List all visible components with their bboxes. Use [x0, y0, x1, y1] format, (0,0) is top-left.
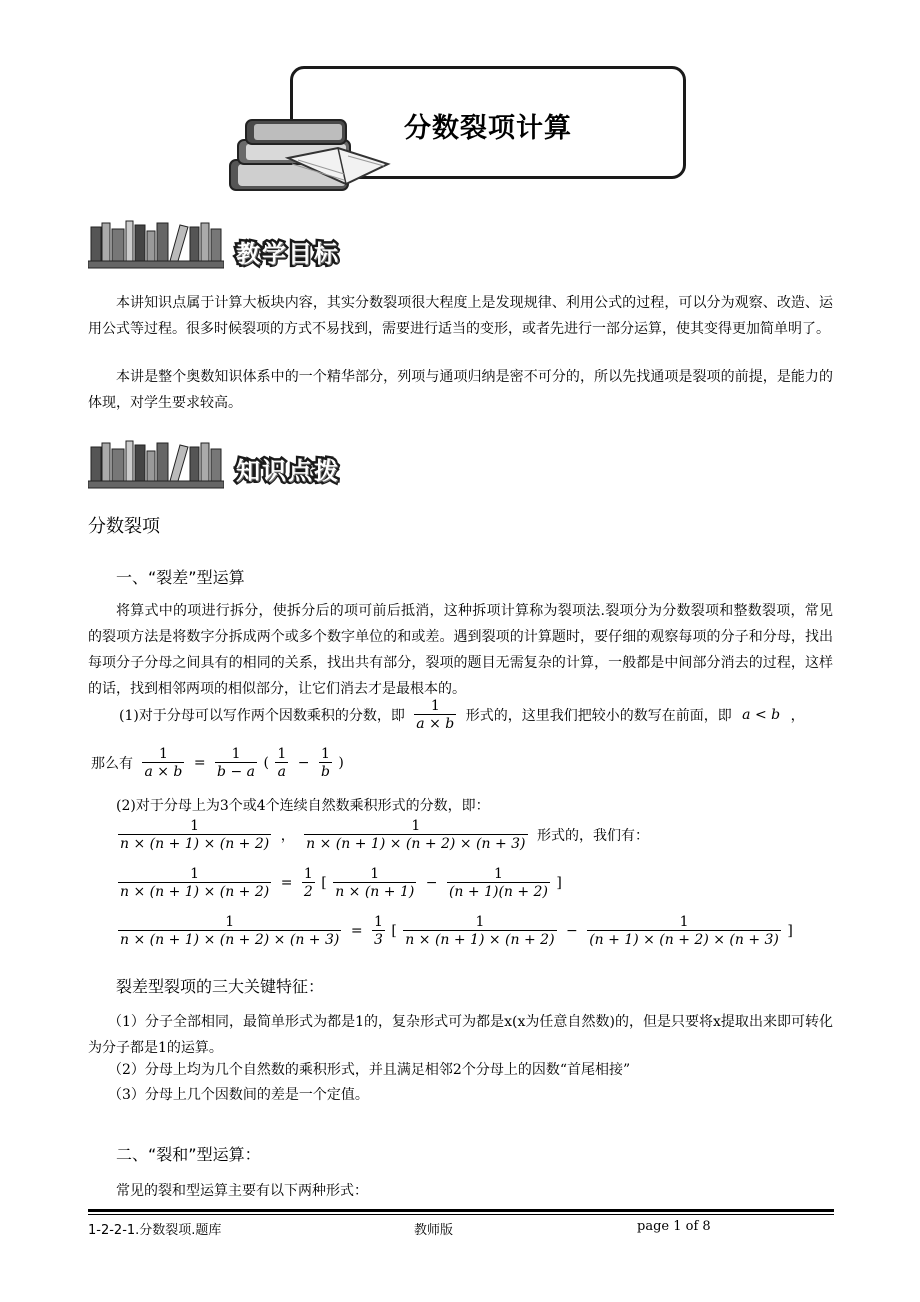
sum-paragraph: 常见的裂和型运算主要有以下两种形式： — [116, 1183, 368, 1199]
difference-paragraph: 将算式中的项进行拆分，使拆分后的项可前后抵消，这种拆项计算称为裂项法.裂项分为分数裂项和整数裂项，常见的裂项方法是将数字分拆成两个或多个数字单位的和或差。遇到裂项的计算题时，要仔细的观察每项的分子和分母，找出每项分子分母之间具有的相同的关系，找出共有部分，裂项的题目无需复杂的计算，一般都是中间部分消去的过程，这样的话，找到相邻两项的相似部分，让它们消去才是最根本的。 — [88, 603, 833, 697]
features-title: 裂差型裂项的三大关键特征： — [116, 977, 325, 996]
feature-1: （1）分子全部相同，最简单形式为都是1的，复杂形式可为都是x(x为任意自然数)的，但是只要将x提取出来即可转化为分子都是1的运算。 — [88, 1014, 833, 1056]
formula-four-factor: $\frac{1}{n \times (n + 1) \times (n + 2) \times (n + 3)}$ = $\frac{1}{3}$ [ $\frac{1}{n \times (n + 1) \times (n + 2)}$ − $\frac{1}{(n + 1) \times (n + 2) \times (n + 3)}$ ] — [120, 914, 793, 948]
footer-doc-id: 1-2-2-1.分数裂项.题库 — [88, 1223, 222, 1238]
goal-paragraph-2: 本讲是整个奥数知识体系中的一个精华部分，列项与通项归纳是密不可分的，所以先找通项是裂项的前提，是能力的体现，对学生要求较高。 — [88, 369, 833, 411]
bookshelf-icon — [88, 437, 224, 489]
item-2-line: (2)对于分母上为3个或4个连续自然数乘积形式的分数，即： — [116, 798, 490, 814]
footer-page-number: page 1 of 8 — [637, 1219, 711, 1234]
footer-edition: 教师版 — [414, 1223, 454, 1238]
item-1-line: (1)对于分母可以写作两个因数乘积的分数，即 $\frac{1}{a \times b}$ 形式的，这里我们把较小的数写在前面，即 a < b ， — [119, 698, 805, 732]
feature-2: （2）分母上均为几个自然数的乘积形式，并且满足相邻2个分母上的因数“首尾相接” — [108, 1062, 631, 1078]
subheading-difference: 一、“裂差”型运算 — [116, 568, 245, 587]
fraction-1-over-axb: $\frac{1}{a \times b}$ — [416, 698, 455, 732]
bookshelf-icon — [88, 217, 224, 269]
formula-denominators: $\frac{1}{n \times (n + 1) \times (n + 2)}$ ， $\frac{1}{n \times (n + 1) \times (n + 2) \times (n + 3)}$ 形式的，我们有： — [120, 818, 649, 852]
formula-two-factor: 那么有 $\frac{1}{a \times b}$ = $\frac{1}{b - a}$ ( $\frac{1}{a}$ − $\frac{1}{b}$ ) — [91, 746, 344, 780]
section-title-goals: 教学目标 — [236, 240, 340, 268]
goal-paragraph-1: 本讲知识点属于计算大板块内容，其实分数裂项很大程度上是发现规律、利用公式的过程，可以分为观察、改造、运用公式等过程。很多时候裂项的方式不易找到，需要进行适当的变形，或者先进行一部分运算，使其变得更加简单明了。 — [88, 295, 833, 337]
formula-three-factor: $\frac{1}{n \times (n + 1) \times (n + 2)}$ = $\frac{1}{2}$ [ $\frac{1}{n \times (n + 1)}$ − $\frac{1}{(n + 1)(n + 2)}$ ] — [120, 866, 562, 900]
page-title: 分数裂项计算 — [404, 112, 572, 144]
subheading-sum: 二、“裂和”型运算： — [116, 1145, 261, 1164]
footer-rule — [88, 1209, 834, 1212]
heading-fraction-split: 分数裂项 — [88, 516, 160, 537]
section-title-knowledge: 知识点拨 — [236, 457, 340, 485]
feature-3: （3）分母上几个因数间的差是一个定值。 — [108, 1087, 369, 1103]
footer-rule — [88, 1214, 834, 1215]
